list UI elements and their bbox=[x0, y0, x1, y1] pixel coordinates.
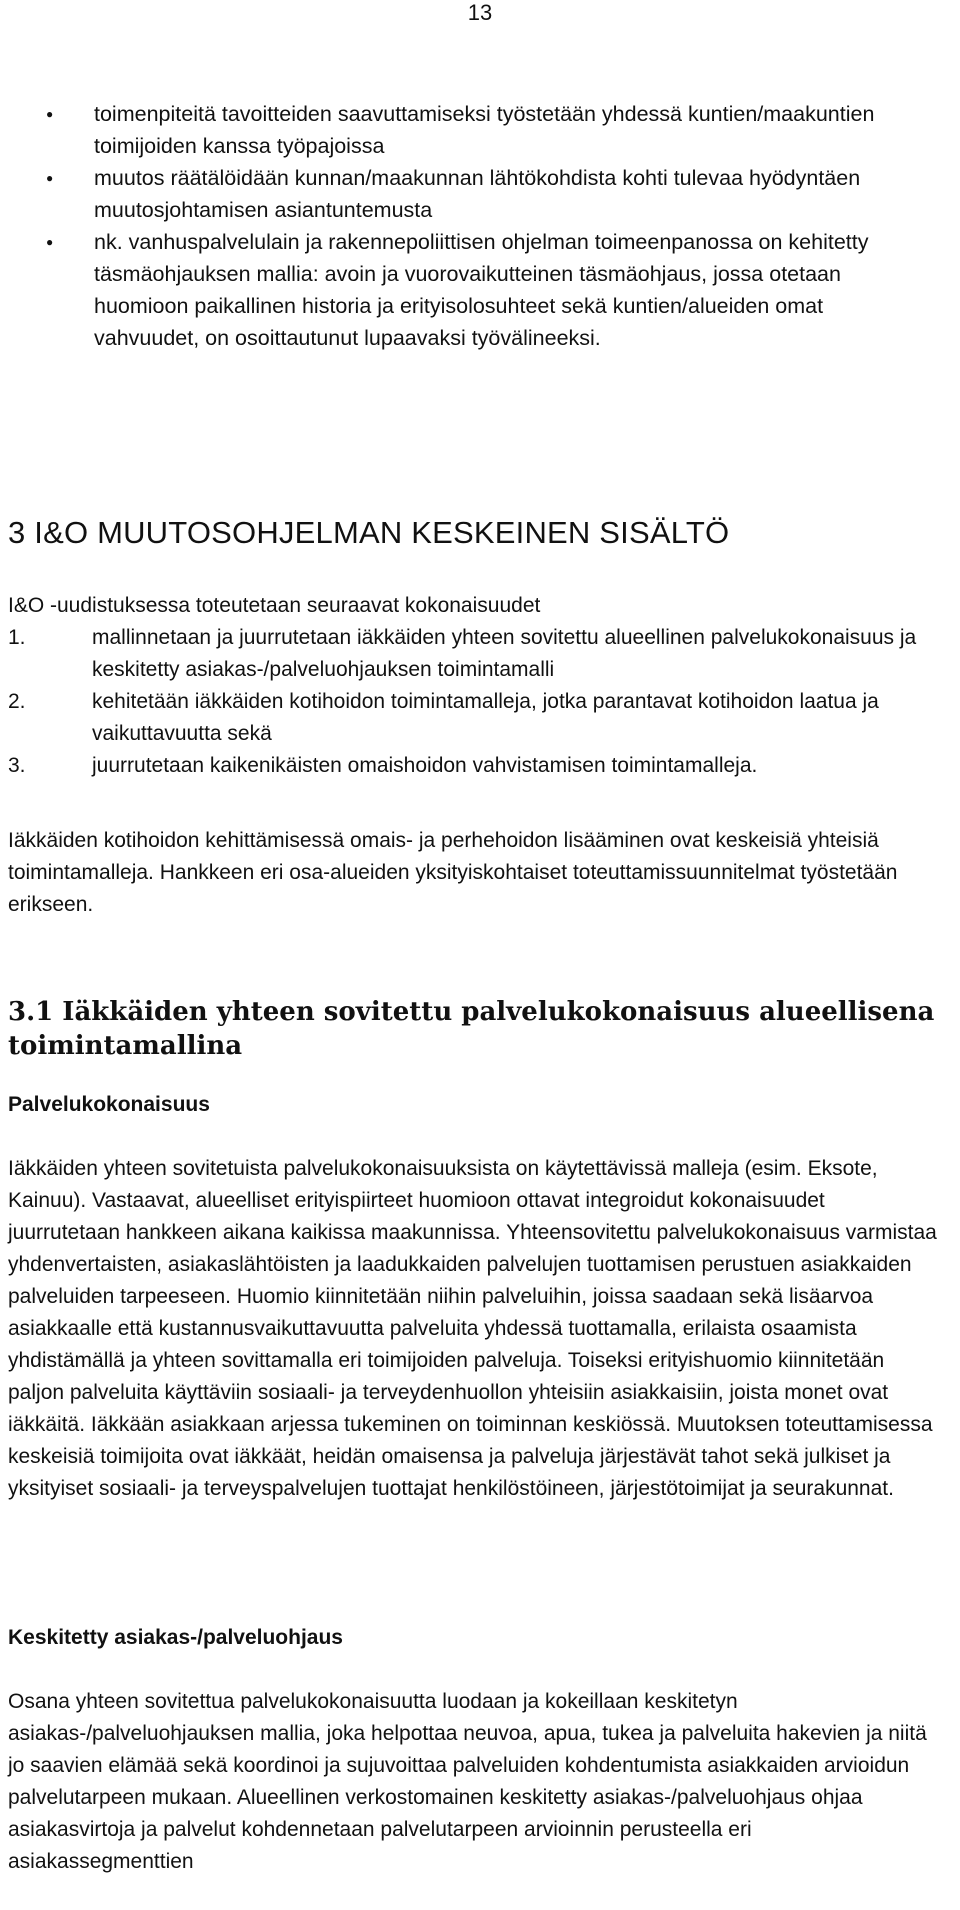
body-paragraph: Osana yhteen sovitettua palvelukokonaisuutta luodaan ja kokeillaan keskitetyn asiakas-/palveluohjauksen mallia, joka helpottaa neuvoa, apua, tukea ja palveluita hakevien ja niitä jo saavien elämää sekä koordinoi ja sujuvoittaa palveluiden kohdentumista asiakkaiden arvioidun palvelutarpeen mukaan. Alueellinen verkostomainen keskitetty asiakas-/palveluohjaus ohjaa asiakasvirtoja ja palvelut kohdennetaan palvelutarpeen arvioinnin perusteella eri asiakassegmenttien bbox=[8, 1690, 927, 1873]
subsection-heading: 3.1 Iäkkäiden yhteen sovitettu palvelukokonaisuus alueellisena toimintamallina bbox=[8, 997, 935, 1061]
numbered-list bbox=[8, 622, 938, 782]
bullet-item: ● nk. vanhuspalvelulain ja rakennepoliittisen ohjelman toimeenpanossa on kehitetty täsmäohjauksen mallia: avoin ja vuorovaikutteinen täsmäohjaus, jossa otetaan huomioon paikallinen historia ja erityisolosuhteet sekä kuntien/alueiden omat vahvuudet, on osoittautunut lupaavaksi työvälineeksi. bbox=[46, 226, 926, 354]
item-number: 3. bbox=[8, 754, 26, 777]
subheading-palvelukokonaisuus: Palvelukokonaisuus bbox=[8, 1093, 210, 1116]
item-text: juurrutetaan kaikenikäisten omaishoidon vahvistamisen toimintamalleja. bbox=[92, 754, 758, 777]
item-number: 2. bbox=[8, 690, 26, 713]
subheading-asiakasohjaus: Keskitetty asiakas-/palveluohjaus bbox=[8, 1626, 343, 1649]
item-text: kehitetään iäkkäiden kotihoidon toimintamalleja, jotka parantavat kotihoidon laatua ja vaikuttavuutta sekä bbox=[92, 690, 879, 745]
section-intro: I&O -uudistuksessa toteutetaan seuraavat kokonaisuudet bbox=[8, 594, 541, 617]
body-paragraph: Iäkkäiden kotihoidon kehittämisessä omais- ja perhehoidon lisääminen ovat keskeisiä yhteisiä toimintamalleja. Hankkeen eri osa-alueiden yksityiskohtaiset toteuttamissuunnitelmat työstetään erikseen. bbox=[8, 829, 898, 916]
bullet-item: ● muutos räätälöidään kunnan/maakunnan lähtökohdista kohti tulevaa hyödyntäen muutosjohtamisen asiantuntemusta bbox=[46, 162, 926, 226]
numbered-item bbox=[8, 622, 938, 686]
section-heading: 3 I&O MUUTOSOHJELMAN KESKEINEN SISÄLTÖ bbox=[8, 515, 730, 550]
numbered-item bbox=[8, 686, 938, 750]
body-paragraph: Iäkkäiden yhteen sovitetuista palvelukokonaisuuksista on käytettävissä malleja (esim. Eksote, Kainuu). Vastaavat, alueelliset erityispiirteet huomioon ottavat integroidut kokonaisuudet juurrutetaan hankkeen aikana kaikissa maakunnissa. Yhteensovitettu palvelukokonaisuus varmistaa yhdenvertaisten, asiakaslähtöisten ja laadukkaiden palvelujen tuottamisen perustuen asiakkaiden palveluiden tarpeeseen. Huomio kiinnitetään niihin palveluihin, joissa saadaan sekä lisäarvoa asiakkaalle että kustannusvaikuttavuutta palveluita yhdessä tuottamalla, erilaista osaamista yhdistämällä ja yhteen sovittamalla eri toimijoiden palveluja. Toiseksi erityishuomio kiinnitetään paljon palveluita käyttäviin sosiaali- ja terveydenhuollon yhteisiin asiakkaisiin, joista monet ovat iäkkäitä. Iäkkään asiakkaan arjessa tukeminen on toiminnan keskiössä. Muutoksen toteuttamisessa keskeisiä toimijoita ovat iäkkäät, heidän omaisensa ja palveluja järjestävät tahot sekä julkiset ja yksityiset sosiaali- ja terveyspalvelujen tuottajat henkilöstöineen, järjestötoimijat ja seurakunnat. bbox=[8, 1157, 937, 1500]
numbered-item bbox=[8, 750, 938, 782]
item-text: mallinnetaan ja juurrutetaan iäkkäiden yhteen sovitettu alueellinen palvelukokonaisuus ja keskitetty asiakas-/palveluohjauksen toimintamalli bbox=[92, 626, 917, 681]
item-number: 1. bbox=[8, 626, 26, 649]
page-number: 13 bbox=[467, 0, 493, 25]
bullet-item: ● toimenpiteitä tavoitteiden saavuttamiseksi työstetään yhdessä kuntien/maakuntien toimijoiden kanssa työpajoissa bbox=[46, 98, 926, 162]
bullet-list bbox=[46, 98, 926, 354]
